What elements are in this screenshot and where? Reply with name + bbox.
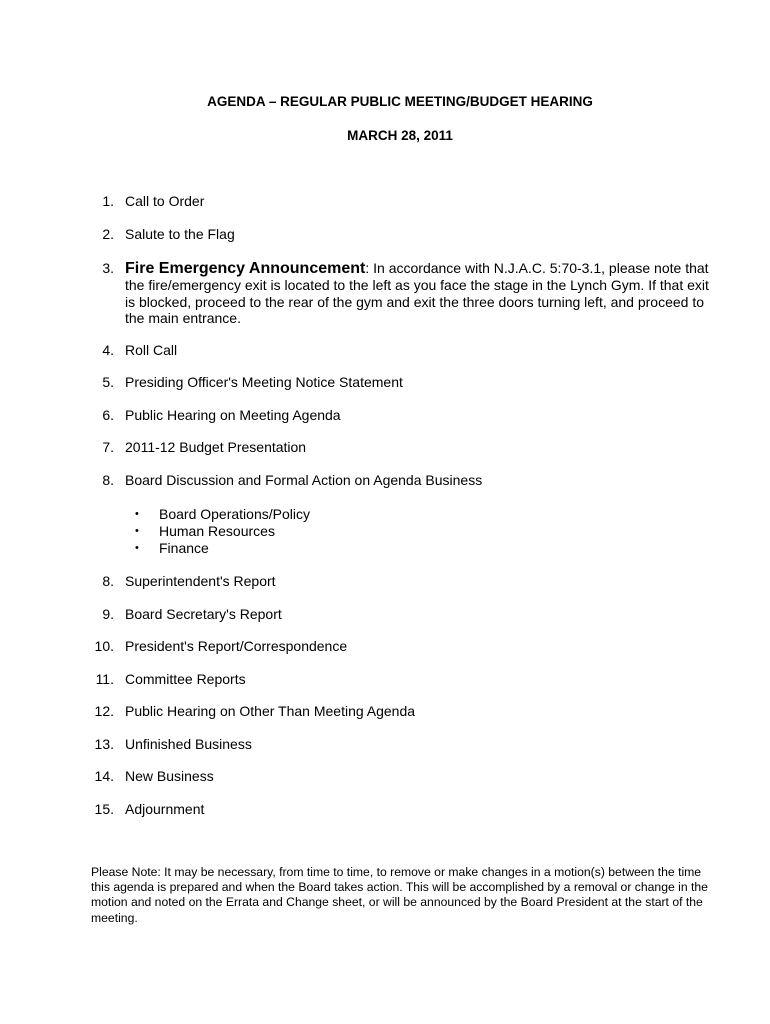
- item-number: 9.: [102, 606, 114, 622]
- item-number: 8.: [102, 472, 114, 488]
- item-text: Roll Call: [125, 342, 178, 358]
- item-number: 4.: [102, 342, 114, 358]
- item-text: Board Discussion and Formal Action on Agenda Business: [125, 472, 483, 488]
- item-number: 6.: [102, 407, 114, 423]
- item-number: 3.: [102, 260, 114, 276]
- item-number: 11.: [95, 671, 114, 687]
- item-text: Salute to the Flag: [125, 226, 235, 242]
- meeting-date: MARCH 28, 2011: [347, 128, 453, 143]
- item-text: New Business: [125, 768, 214, 784]
- item-number: 2.: [102, 226, 114, 242]
- bullet-icon: •: [135, 542, 139, 554]
- item-number: 8.: [102, 573, 114, 589]
- item-number: 15.: [94, 801, 114, 817]
- item-number: 13.: [94, 736, 114, 752]
- item-number: 10.: [94, 638, 114, 654]
- item-text: Committee Reports: [125, 671, 246, 687]
- sub-item-text: Board Operations/Policy: [159, 506, 310, 522]
- item-text: President's Report/Correspondence: [125, 638, 348, 654]
- item-number: 12.: [94, 703, 114, 719]
- item-text: Unfinished Business: [125, 736, 252, 752]
- item-text: Superintendent's Report: [125, 573, 276, 589]
- item-text: 2011-12 Budget Presentation: [125, 439, 307, 455]
- fire-emergency-heading: Fire Emergency Announcement: [125, 260, 366, 277]
- item-text: Public Hearing on Other Than Meeting Agenda: [125, 703, 416, 719]
- item-text: Public Hearing on Meeting Agenda: [125, 407, 341, 423]
- bullet-icon: •: [135, 525, 139, 537]
- bullet-icon: •: [135, 508, 139, 520]
- item-number: 1.: [102, 193, 114, 209]
- please-note-paragraph: Please Note: It may be necessary, from time to time, to remove or make changes in a motion(s) between the time this agenda is prepared and when the Board takes action. This will be accomplished by a removal or change in the motion and noted on the Errata and Change sheet, or will be announced by the Board President at the start of the meeting.: [91, 865, 708, 925]
- fire-emergency-text: [125, 260, 715, 326]
- fire-emergency-body: : In accordance with N.J.A.C. 5:70-3.1, please note that the fire/emergency exit is located to the left as you face the stage in the Lynch Gym. If that exit is blocked, proceed to the rear of the gym and exit the three doors turning left, and proceed to the main entrance.: [125, 260, 709, 326]
- sub-item-text: Human Resources: [159, 523, 275, 539]
- item-number: 7.: [102, 439, 114, 455]
- sub-item-text: Finance: [159, 540, 209, 556]
- item-text: Board Secretary's Report: [125, 606, 282, 622]
- item-text: Call to Order: [125, 193, 205, 209]
- item-number: 5.: [102, 374, 114, 390]
- agenda-title: AGENDA – REGULAR PUBLIC MEETING/BUDGET HEARING: [207, 94, 593, 109]
- item-text: Presiding Officer's Meeting Notice Statement: [125, 374, 403, 390]
- item-text: Adjournment: [125, 801, 205, 817]
- item-number: 14.: [94, 768, 114, 784]
